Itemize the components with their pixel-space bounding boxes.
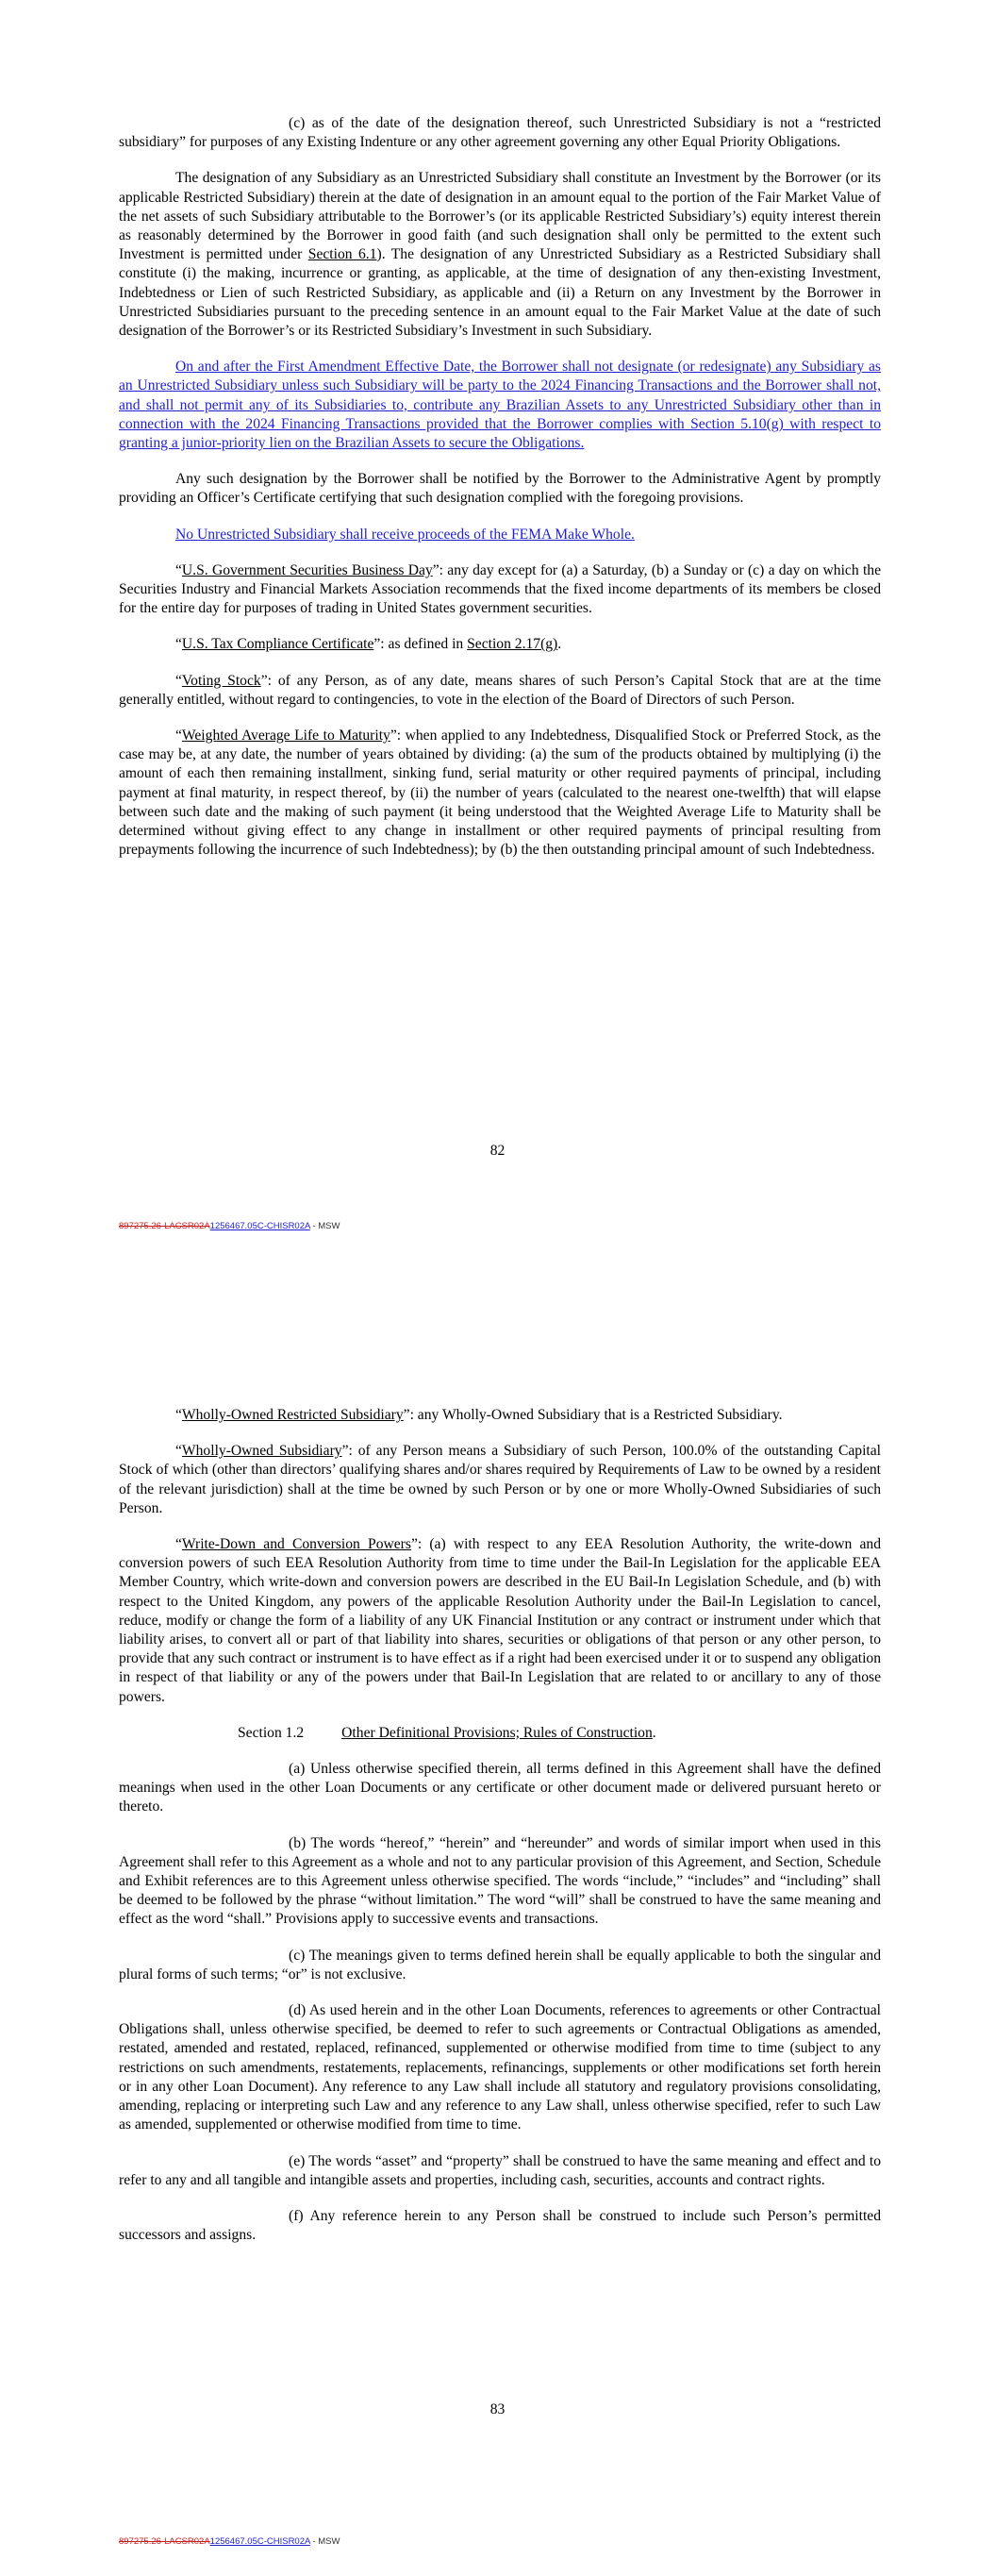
document-footer [119, 2536, 340, 2547]
text: The designation of any Subsidiary as an Unrestricted Subsidiary shall constitute an Investment by the Borrower (or its applicable Restricted Subsidiary) therein at the date of designation in an amount equal to the portion of the Fair Market Value of the net assets of such Subsidiary attributable to the Borrower’s (or its applicable Restricted Subsidiary’s) equity interest therein as reasonably determined by the Borrower in good faith (and such designation shall only be permitted to the extent such Investment is permitted under [119, 170, 881, 263]
defined-term: U.S. Government Securities Business Day [181, 561, 433, 578]
clause-f: (f) Any reference herein to any Person shall be construed to include such Person’s permitted successors and assigns. [119, 2207, 881, 2244]
definition-wholly-owned-restricted: “Wholly-Owned Restricted Subsidiary”: any Wholly-Owned Subsidiary that is a Restricted Subsidiary. [175, 1407, 783, 1423]
section-number: Section 1.2 [238, 1724, 305, 1741]
text: ). The designation of any Unrestricted Subsidiary as a Restricted Subsidiary shall constitute (i) the making, incurrence or granting, as applicable, at the time of designation of any then-existing Investment, Indebtedness or Lien of such Restricted Subsidiary, as applicable and (ii) a Return on any Investment by the Borrower in Unrestricted Subsidiaries pursuant to the preceding sentence in an amount equal to the Fair Market Value at the date of such designation of the Borrower’s or its Restricted Subsidiary’s Investment in such Subsidiary. [119, 246, 882, 340]
inserted-fema-paragraph [119, 526, 881, 544]
page-body [119, 114, 881, 878]
footer-deleted-id: 897275.26-LACSR02A [119, 2536, 210, 2547]
page-number: 83 [489, 2401, 506, 2417]
clause-e: (e) The words “asset” and “property” shall be construed to have the same meaning and effect and to refer to any and all tangible and intangible assets and properties, including cash, securities, accounts and contract rights. [119, 2152, 881, 2188]
page-number: 82 [489, 1143, 506, 1159]
clause-c: (c) as of the date of the designation thereof, such Unrestricted Subsidiary is not a “restricted subsidiary” for purposes of any Existing Indenture or any other agreement governing any other Equal Priority Obligations. [119, 115, 881, 151]
definition-voting-stock: “Voting Stock”: of any Person, as of any date, means shares of such Person’s Capital Stock that are at the time generally entitled, without regard to contingencies, to vote in the election of the Board of Directors of such Person. [119, 672, 882, 708]
defined-term: U.S. Tax Compliance Certificate [181, 636, 374, 653]
defined-term: Weighted Average Life to Maturity [181, 728, 390, 744]
section-reference[interactable]: Section 6.1 [307, 246, 377, 263]
section-heading: Section 1.2 Other Definitional Provisions; Rules of Construction. [238, 1724, 656, 1741]
definition-write-down-powers: “Write-Down and Conversion Powers”: (a) with respect to any EEA Resolution Authority, the write-down and conversion powers of such EEA Resolution Authority from time to time under the Bail-In Legislation for the applicable EEA Member Country, which write-down and conversion powers are described in the EU Bail-In Legislation Schedule, and (b) with respect to the United Kingdom, any powers of the applicable Resolution Authority under the Bail-In Legislation to cancel, reduce, modify or change the form of a liability of any UK Financial Institution or any contract or instrument under which that liability arises, to convert all or part of that liability into shares, securities or obligations of that person or any other person, to provide that any such contract or instrument is to have effect as if a right had been exercised under it or to suspend any obligation in respect of that liability or any of the powers under that Bail-In Legislation that are related to or ancillary to any of those powers. [119, 1536, 881, 1705]
definition-wholly-owned-subsidiary: “Wholly-Owned Subsidiary”: of any Person means a Subsidiary of such Person, 100.0% of the outstanding Capital Stock of which (other than directors’ qualifying shares and/or shares required by Requirements of Law to be owned by a resident of the relevant jurisdiction) shall at the time be owned by such Person or by one or more Wholly-Owned Subsidiaries of such Person. [119, 1443, 881, 1516]
clause-c: (c) The meanings given to terms defined herein shall be equally applicable to both the singular and plural forms of such terms; “or” is not exclusive. [119, 1947, 881, 1982]
document-page-83 [0, 1387, 995, 2576]
defined-term: Write-Down and Conversion Powers [181, 1536, 411, 1553]
footer-suffix: - MSW [309, 2536, 340, 2547]
designation-paragraph [119, 169, 881, 341]
clause-a: (a) Unless otherwise specified therein, all terms defined in this Agreement shall have the defined meanings when used in the other Loan Documents or any certificate or other document made or delivered pursuant hereto or thereto. [119, 1761, 881, 1815]
definition-text: ”: any Wholly-Owned Subsidiary that is a Restricted Subsidiary. [403, 1407, 783, 1423]
inserted-text: No Unrestricted Subsidiary shall receive proceeds of the FEMA Make Whole. [175, 526, 635, 543]
definition-text: ”: when applied to any Indebtedness, Disqualified Stock or Preferred Stock, as the case may be, at any date, the number of years obtained by dividing: (a) the sum of the products obtained by multiplying (i) the amount of each then remaining installment, sinking fund, serial maturity or other required payments of principal, including payment at final maturity, in respect thereof, by (ii) the number of years (calculated to the nearest one-twelfth) that will elapse between such date and the making of such payment (it being understood that the Weighted Average Life to Maturity shall be determined without giving effect to any change in installment or other required payments of principal resulting from prepayments following the incurrence of such Indebtedness); by (b) the then outstanding principal amount of such Indebtedness. [119, 728, 881, 859]
definition-text: ”: any day except for (a) a Saturday, (b) a Sunday or (c) a day on which the Securities Industry and Financial Markets Association recommends that the fixed income departments of its members be closed for the entire day for purposes of trading in United States government securities. [119, 561, 881, 617]
document-footer [119, 1221, 340, 1231]
section-reference[interactable]: Section 2.17(g) [467, 636, 558, 653]
defined-term: Wholly-Owned Restricted Subsidiary [181, 1407, 404, 1423]
inserted-amendment-paragraph [119, 358, 881, 453]
defined-term: Wholly-Owned Subsidiary [181, 1443, 342, 1460]
definition-text: ”: as defined in [373, 636, 468, 653]
definition-us-tax-certificate: “U.S. Tax Compliance Certificate”: as defined in Section 2.17(g). [175, 636, 562, 653]
page-body [119, 1406, 881, 2262]
footer-deleted-id: 897275.26-LACSR02A [119, 1221, 210, 1231]
section-title: Other Definitional Provisions; Rules of Construction [341, 1724, 653, 1741]
definition-text: ”: of any Person, as of any date, means shares of such Person’s Capital Stock that are at the time generally entitled, without regard to contingencies, to vote in the election of the Board of Directors of such Person. [119, 672, 882, 708]
definition-weighted-average-life: “Weighted Average Life to Maturity”: when applied to any Indebtedness, Disqualified Stock or Preferred Stock, as the case may be, at any date, the number of years obtained by dividing: (a) the sum of the products obtained by multiplying (i) the amount of each then remaining installment, sinking fund, serial maturity or other required payments of principal, including payment at final maturity, in respect thereof, by (ii) the number of years (calculated to the nearest one-twelfth) that will elapse between such date and the making of such payment (it being understood that the Weighted Average Life to Maturity shall be determined without giving effect to any change in installment or other required payments of principal resulting from prepayments following the incurrence of such Indebtedness); by (b) the then outstanding principal amount of such Indebtedness. [119, 728, 881, 859]
definition-text: ”: of any Person means a Subsidiary of such Person, 100.0% of the outstanding Capital Stock of which (other than directors’ qualifying shares and/or shares required by Requirements of Law to be owned by a resident of the relevant jurisdiction) shall at the time be owned by such Person or by one or more Wholly-Owned Subsidiaries of such Person. [119, 1443, 881, 1516]
clause-d: (d) As used herein and in the other Loan Documents, references to agreements or other Contractual Obligations shall, unless otherwise specified, be deemed to refer to such agreements or Contractual Obligations as amended, restated, amended and restated, replaced, refinanced, supplemented or otherwise modified from time to time (subject to any restrictions on such amendments, restatements, replacements, refinancings, supplements or other modifications set forth herein or in any other Loan Document). Any reference to any Law shall include all statutory and regulatory provisions consolidating, amending, replacing or interpreting such Law and any reference to any Law shall, unless otherwise specified, refer to such Law as amended, supplemented or otherwise modified from time to time. [119, 2002, 881, 2133]
clause-b: (b) The words “hereof,” “herein” and “hereunder” and words of similar import when used in this Agreement shall refer to this Agreement as a whole and not to any particular provision of this Agreement, and Section, Schedule and Exhibit references are to this Agreement unless otherwise specified. The words “include,” “includes” and “including” shall be deemed to be followed by the phrase “without limitation.” The word “will” shall be construed to have the same meaning and effect as the word “shall.” Provisions apply to successive events and transactions. [119, 1834, 881, 1928]
defined-term: Voting Stock [181, 672, 261, 689]
notice-paragraph: Any such designation by the Borrower shall be notified by the Borrower to the Administrative Agent by promptly providing an Officer’s Certificate certifying that such designation complied with the foregoing provisions. [119, 471, 881, 507]
inserted-text: On and after the First Amendment Effective Date, the Borrower shall not designate (or redesignate) any Subsidiary as an Unrestricted Subsidiary unless such Subsidiary will be party to the 2024 Financing Transactions and the Borrower shall not, and shall not permit any of its Subsidiaries to, contribute any Brazilian Assets to any Unrestricted Subsidiary other than in connection with the 2024 Financing Transactions provided that the Borrower complies with Section 5.10(g) with respect to granting a junior-priority lien on the Brazilian Assets to secure the Obligations. [119, 359, 881, 452]
footer-inserted-id: 1256467.05C-CHISR02A [209, 1221, 310, 1231]
definition-text: ”: (a) with respect to any EEA Resolution Authority, the write-down and conversion powers of such EEA Resolution Authority from time to time under the Bail-In Legislation for the applicable EEA Member Country, which write-down and conversion powers are described in the EU Bail-In Legislation Schedule, and (b) with respect to the United Kingdom, any powers of the applicable Resolution Authority under the Bail-In Legislation to cancel, reduce, modify or change the form of a liability of any UK Financial Institution or any contract or instrument under which that liability arises, to convert all or part of that liability into shares, securities or obligations of that person or any other person, to provide that any such contract or instrument is to have effect as if a right had been exercised under it or to suspend any obligation in respect of that liability or any of the powers under that Bail-In Legislation that are related to or ancillary to any of those powers. [119, 1536, 881, 1705]
footer-suffix: - MSW [309, 1221, 340, 1231]
definition-us-gov-securities: “U.S. Government Securities Business Day”: any day except for (a) a Saturday, (b) a Sunday or (c) a day on which the Securities Industry and Financial Markets Association recommends that the fixed income departments of its members be closed for the entire day for purposes of trading in United States government securities. [119, 561, 881, 617]
footer-inserted-id: 1256467.05C-CHISR02A [209, 2536, 310, 2547]
